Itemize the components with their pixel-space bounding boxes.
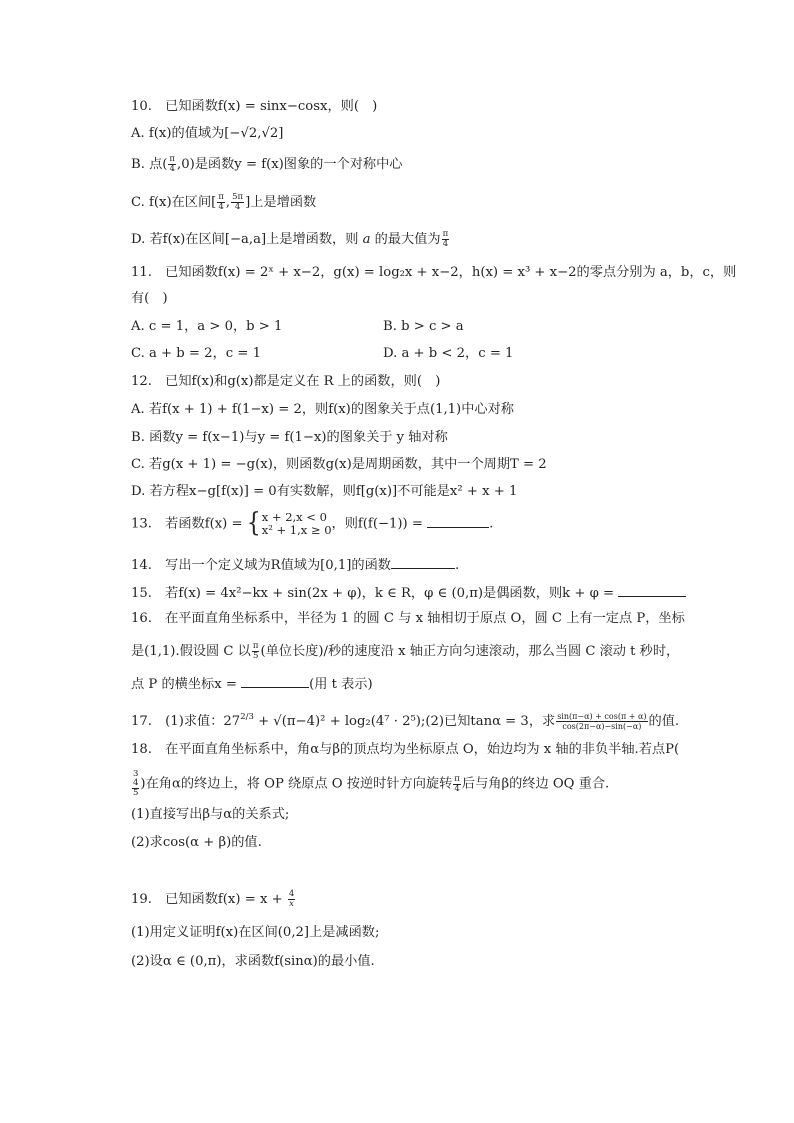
q11-stem: 11. 已知函数f(x) = 2ˣ + x−2，g(x) = log₂x + x−2，h(x) = x³ + x−2的零点分别为 a，b，c，则 <box>131 265 737 280</box>
q10-option-a: A. f(x)的值域为[−√2,√2] <box>131 126 284 141</box>
q10-option-d: D. 若f(x)在区间[−a,a]上是增函数，则 a 的最大值为 $\frac{\pi}{4}$ <box>131 229 449 249</box>
q11-option-a: A. c = 1，a > 0，b > 1 <box>131 319 283 334</box>
brace-glyph: { <box>246 508 261 539</box>
answer-blank <box>618 583 686 597</box>
q12-option-b: B. 函数y = f(x−1)与y = f(1−x)的图象关于 y 轴对称 <box>131 430 448 445</box>
answer-blank <box>391 555 455 569</box>
q18-part1: (1)直接写出β与α的关系式; <box>131 807 290 822</box>
piecewise-cases: x + 2,x < 0 x² + 1,x ≥ 0 <box>261 510 332 537</box>
q19-part1: (1)用定义证明f(x)在区间(0,2]上是减函数; <box>131 925 380 940</box>
q14-line: 14. 写出一个定义域为R值域为[0,1]的函数 . <box>131 555 459 575</box>
q18-line1: 18. 在平面直角坐标系中，角α与β的顶点均为坐标原点 O，始边均为 x 轴的非负半轴.若点P( <box>131 742 680 757</box>
q16-line1: 16. 在平面直角坐标系中，半径为 1 的圆 C 与 x 轴相切于原点 O，圆 C 上有一定点 P，坐标 <box>131 611 685 626</box>
q10-option-b: B. 点( $\frac{\pi}{4}$ ,0)是函数y = f(x)图象的一个对称中心 <box>131 154 403 174</box>
q10-stem: 10. 已知函数f(x) = sinx−cosx，则( ) <box>131 99 378 114</box>
q13-line: 13. 若函数f(x) = { x + 2,x < 0 x² + 1,x ≥ 0 ，则f(f(−1)) = . <box>131 508 494 539</box>
q11-option-b: B. b > c > a <box>383 319 464 334</box>
fraction: $\frac{\pi}{4}$ <box>169 154 176 174</box>
q12-option-d: D. 若方程x−g[f(x)] = 0有实数解，则f[g(x)]不可能是x² + x + 1 <box>131 484 518 499</box>
q10-option-c: C. f(x)在区间[ $\frac{\pi}{4}$ , $\frac{5\pi}{4}$ ]上是增函数 <box>131 192 317 212</box>
answer-blank <box>427 514 489 528</box>
answer-blank <box>241 674 309 688</box>
q11-stem-cont: 有( ) <box>131 291 168 306</box>
q19-part2: (2)设α ∈ (0,π)，求函数f(sinα)的最小值. <box>131 954 375 969</box>
q11-option-c: C. a + b = 2，c = 1 <box>131 346 261 361</box>
q16-line2: 是(1,1).假设圆 C 以 $\frac{\pi}{5}$ (单位长度)/秒的速度沿 x 轴正方向匀速滚动，那么当圆 C 滚动 t 秒时， <box>131 641 680 661</box>
q12-option-a: A. 若f(x + 1) + f(1−x) = 2，则f(x)的图象关于点(1,1)中心对称 <box>131 402 514 417</box>
q15-line: 15. 若f(x) = 4x²−kx + sin(2x + φ)，k ∈ R，φ ∈ (0,π)是偶函数，则k + φ = <box>131 583 686 603</box>
q16-line3: 点 P 的横坐标x = (用 t 表示) <box>131 674 373 694</box>
q17-line: 17. (1)求值：$27^{2/3} + √(\pi-4)^2 + \log_2(4^7$ · 2⁵);(2)已知tanα = 3，求 $\frac{\sin(\pi-\alpha) + \cos(\pi + \alpha)}{\cos(2\pi-\alpha)-\sin(-\alpha)}$ 的值. <box>131 712 680 731</box>
q18-part2: (2)求cos(α + β)的值. <box>131 835 262 850</box>
q11-option-d: D. a + b < 2，c = 1 <box>383 346 514 361</box>
q12-option-c: C. 若g(x + 1) = −g(x)，则函数g(x)是周期函数，其中一个周期T = 2 <box>131 457 547 472</box>
q12-stem: 12. 已知f(x)和g(x)都是定义在 R 上的函数，则( ) <box>131 374 441 389</box>
q19-stem: 19. 已知函数f(x) = x + $\frac{4}{x}$ <box>131 889 295 909</box>
q18-line2: 3 4 5 )在角α的终边上，将 OP 绕原点 O 按逆时针方向旋转 $\frac{\pi}{4}$ 后与角β的终边 OQ 重合. <box>133 769 610 798</box>
